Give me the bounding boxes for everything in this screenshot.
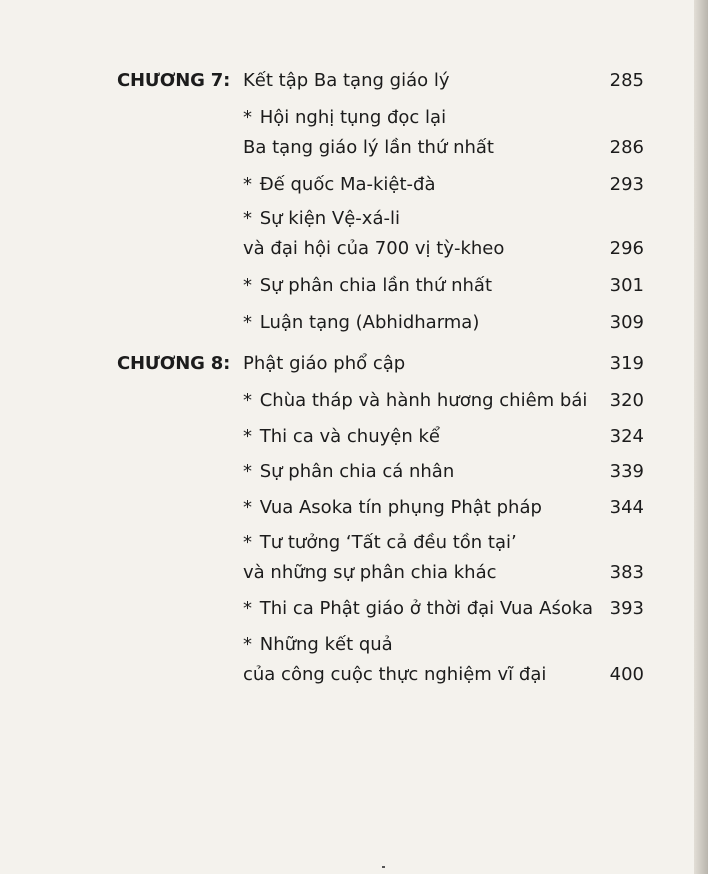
entry-title-cont: và những sự phân chia khác <box>243 562 497 583</box>
toc-entry <box>243 390 587 411</box>
entry-title: Sự kiện Vệ-xá-li <box>259 208 400 229</box>
toc-entry <box>243 634 393 655</box>
entry-title: Đế quốc Ma-kiệt-đà <box>259 174 436 195</box>
entry-title-cont: và đại hội của 700 vị tỳ-kheo <box>243 238 505 259</box>
page-edge-shadow <box>694 0 708 874</box>
toc-entry <box>243 174 436 195</box>
entry-title: Vua Asoka tín phụng Phật pháp <box>259 497 542 518</box>
entry-title: Chùa tháp và hành hương chiêm bái <box>259 390 588 411</box>
entry-title: Tư tưởng ‘Tất cả đều tồn tại’ <box>259 532 517 553</box>
entry-page: 393 <box>609 598 644 619</box>
bullet-marker: * <box>243 275 252 296</box>
bullet-marker: * <box>243 634 252 655</box>
chapter-7-title: Kết tập Ba tạng giáo lý <box>243 70 450 91</box>
chapter-8-page: 319 <box>609 353 644 374</box>
toc-entry <box>243 461 454 482</box>
entry-page: 344 <box>609 497 644 518</box>
entry-page: 324 <box>609 426 644 447</box>
toc-entry <box>243 312 479 333</box>
entry-page: 383 <box>609 562 644 583</box>
entry-title-cont: của công cuộc thực nghiệm vĩ đại <box>243 664 547 685</box>
chapter-7-label: CHƯƠNG 7: <box>117 70 231 91</box>
toc-entry <box>243 598 593 619</box>
bullet-marker: * <box>243 390 252 411</box>
toc-entry <box>243 107 446 128</box>
toc-entry <box>243 208 400 229</box>
entry-page: 309 <box>609 312 644 333</box>
entry-title-cont: Ba tạng giáo lý lần thứ nhất <box>243 137 494 158</box>
entry-page: 301 <box>609 275 644 296</box>
chapter-8-label: CHƯƠNG 8: <box>117 353 231 374</box>
toc-entry <box>243 426 440 447</box>
entry-title: Thi ca và chuyện kể <box>259 426 440 447</box>
toc-entry <box>243 532 517 553</box>
bullet-marker: * <box>243 461 252 482</box>
entry-page: 320 <box>609 390 644 411</box>
bullet-marker: * <box>243 312 252 333</box>
entry-title: Sự phân chia lần thứ nhất <box>259 275 493 296</box>
entry-title: Sự phân chia cá nhân <box>259 461 455 482</box>
toc-entry <box>243 275 492 296</box>
bullet-marker: * <box>243 426 252 447</box>
chapter-7-page: 285 <box>609 70 644 91</box>
entry-title: Hội nghị tụng đọc lại <box>259 107 447 128</box>
entry-title: Luận tạng (Abhidharma) <box>259 312 480 333</box>
bullet-marker: * <box>243 174 252 195</box>
chapter-8-title: Phật giáo phổ cập <box>243 353 406 374</box>
entry-page: 296 <box>609 238 644 259</box>
print-speck <box>382 866 385 868</box>
entry-page: 339 <box>609 461 644 482</box>
bullet-marker: * <box>243 208 252 229</box>
entry-page: 286 <box>609 137 644 158</box>
entry-page: 293 <box>609 174 644 195</box>
bullet-marker: * <box>243 598 252 619</box>
entry-page: 400 <box>609 664 644 685</box>
bullet-marker: * <box>243 497 252 518</box>
entry-title: Những kết quả <box>259 634 393 655</box>
toc-entry <box>243 497 542 518</box>
entry-title: Thi ca Phật giáo ở thời đại Vua Aśoka <box>259 598 593 619</box>
bullet-marker: * <box>243 107 252 128</box>
bullet-marker: * <box>243 532 252 553</box>
